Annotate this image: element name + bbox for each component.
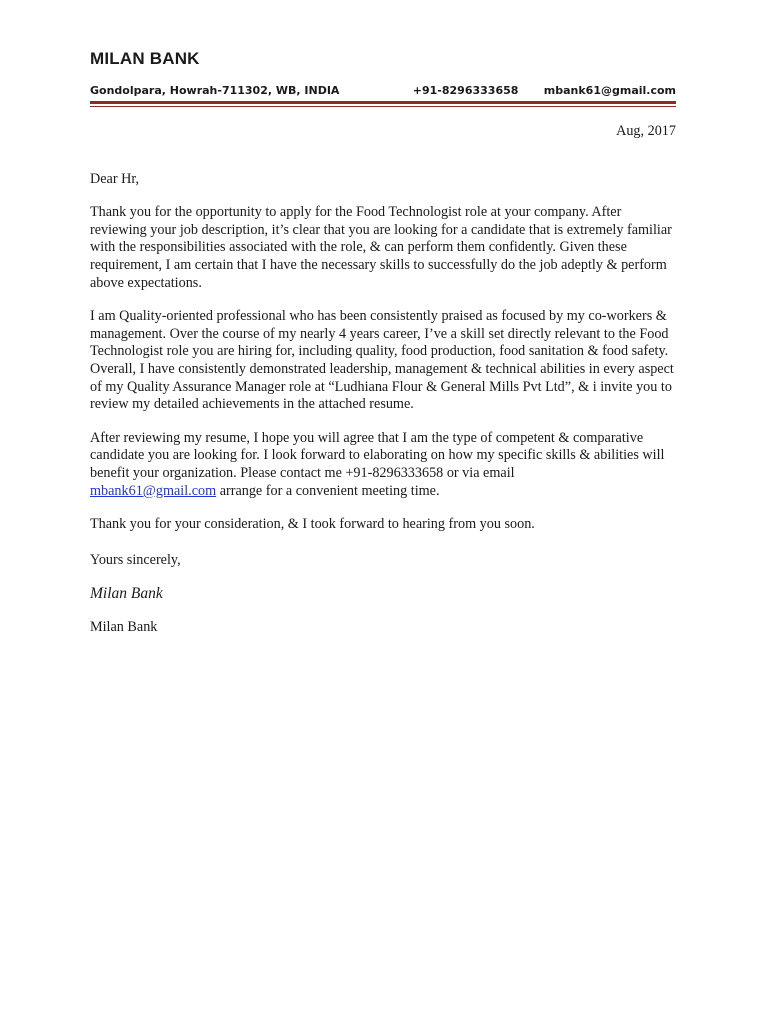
contact-paragraph-tail: arrange for a convenient meeting time. xyxy=(216,482,440,499)
paragraph-experience: I am Quality-oriented professional who has been consistently praised as focused by my co-workers & management. Over the course of my nearly 4 years career, I’ve a skill set directly relevant to the Food Technologist role you are hiring for, including quality, food production, food sanitation & food safety. Overall, I have consistently demonstrated leadership, management & technical abilities in every aspect of my Quality Assurance Manager role at “Ludhiana Flour & General Mills Pvt Ltd”, & i invite you to review my detailed achievements in the attached resume. xyxy=(90,308,674,413)
letter-date: Aug, 2017 xyxy=(616,123,676,139)
salutation: Dear Hr, xyxy=(90,170,140,187)
printed-name: Milan Bank xyxy=(90,618,158,635)
address-text: Gondolpara, Howrah-711302, WB, INDIA xyxy=(90,84,340,97)
signature: Milan Bank xyxy=(90,585,163,603)
header-rule-thin xyxy=(90,106,676,107)
paragraph-contact xyxy=(90,430,676,500)
phone-text: +91-8296333658 xyxy=(412,84,519,97)
header-rule-thick xyxy=(90,101,676,104)
paragraph-intro: Thank you for the opportunity to apply for the Food Technologist role at your company. After reviewing your job description, it’s clear that you are looking for a candidate that is extremely familiar with the responsibilities associated with the role, & can perform them confidently. Given these requirement, I am certain that I have the necessary skills to successfully do the job adeptly & perform above expectations. xyxy=(90,204,672,291)
header-email-text: mbank61@gmail.com xyxy=(543,84,676,97)
email-link[interactable]: mbank61@gmail.com xyxy=(90,482,217,499)
contact-paragraph-text: After reviewing my resume, I hope you will agree that I am the type of competent & comparative candidate you are looking for. I look forward to elaborating on how my specific skills & abilities will benefit your organization. Please contact me +91-8296333658 or via email xyxy=(90,429,665,481)
contact-row xyxy=(90,84,676,98)
paragraph-thanks: Thank you for your consideration, & I took forward to hearing from you soon. xyxy=(90,516,535,533)
cover-letter-page xyxy=(90,48,676,636)
applicant-name: MILAN BANK xyxy=(90,49,200,68)
closing-text: Yours sincerely, xyxy=(90,551,181,568)
